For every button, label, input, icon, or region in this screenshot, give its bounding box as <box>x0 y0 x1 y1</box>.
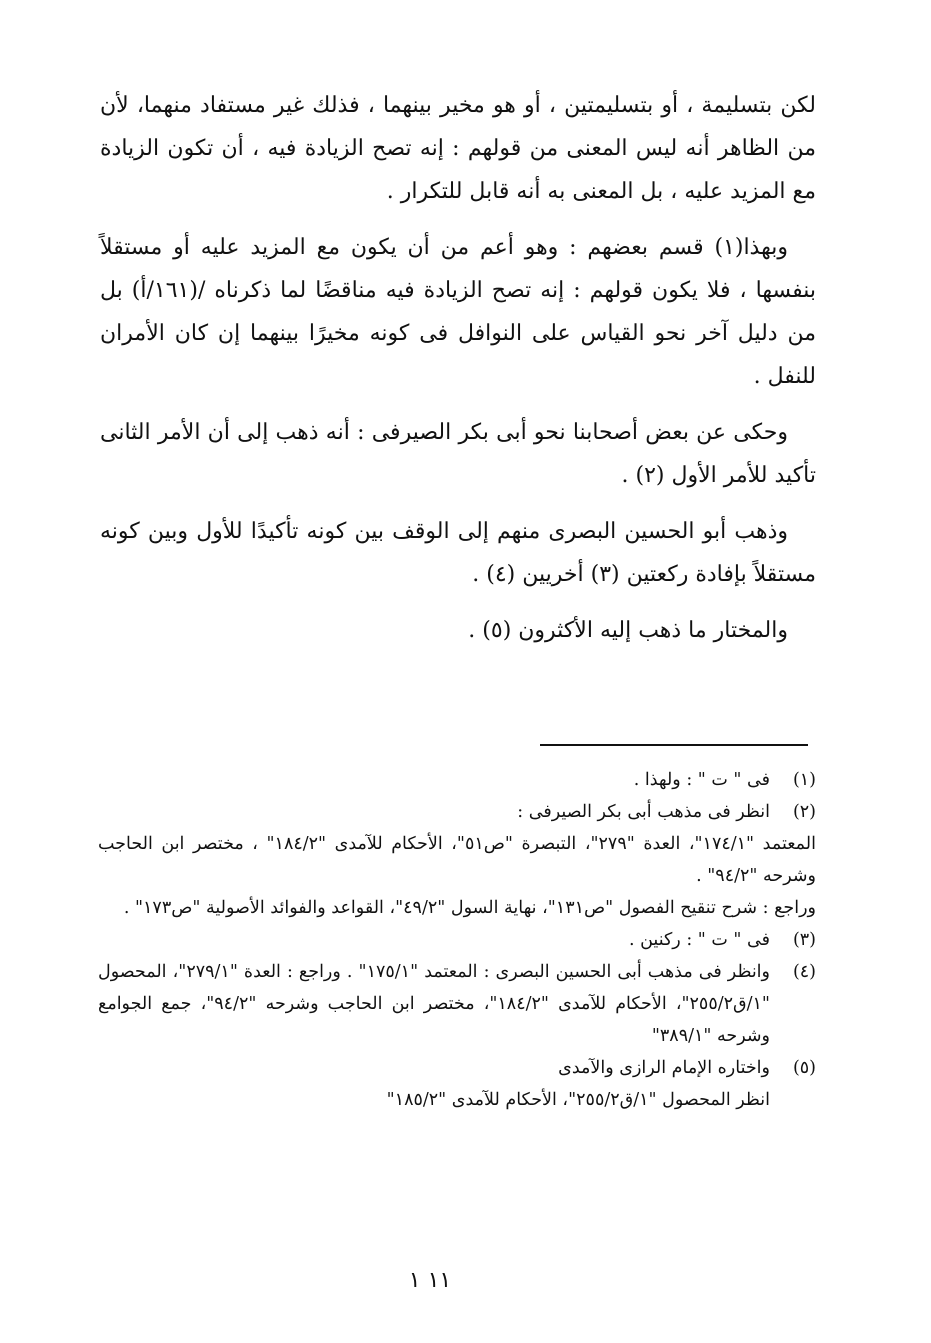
paragraph-2: وبهذا(١) قسم بعضهم : وهو أعم من أن يكون مع المزيد عليه أو مستقلاً بنفسها ، فلا يكون قولهم : إنه تصح الزيادة فيه مناقضًا لما ذكرناه /(١٦١/أ) بل من دليل آخر نحو القياس على النوافل فى كونه مخيرًا بينهما إن كان الأمران للنفل . <box>100 235 816 389</box>
footnote-5 <box>98 1052 816 1116</box>
footnote-number: (٥) <box>792 1058 816 1078</box>
footnote-3 <box>98 924 816 956</box>
footnote-text: انظر فى مذهب أبى بكر الصيرفى : <box>517 802 770 822</box>
footnote-4 <box>98 956 816 1052</box>
footnotes <box>98 764 816 1116</box>
footnote-text: فى " ت " : ولهذا . <box>633 770 770 790</box>
page-number: ١١ ١ <box>408 1268 452 1293</box>
paragraph-5: والمختار ما ذهب إليه الأكثرون (٥) . <box>468 618 788 643</box>
footnote-number: (٢) <box>792 802 816 822</box>
footnote-2 <box>98 796 816 924</box>
footnote-reference: انظر المحصول "١/ق٢٥٥/٢"، الأحكام للآمدى "١٨٥/٢" <box>386 1090 770 1110</box>
main-text <box>100 84 816 665</box>
paragraph-3: وحكى عن بعض أصحابنا نحو أبى بكر الصيرفى : أنه ذهب إلى أن الأمر الثانى تأكيد للأمر الأول (٢) . <box>100 420 816 488</box>
footnote-text: وانظر فى مذهب أبى الحسين البصرى : المعتمد "١٧٥/١" . وراجع : العدة "٢٧٩/١"، المحصول "١/ق٢٥٥/٢"، الأحكام للآمدى "١٨٤/٢"، مختصر ابن الحاجب وشرحه "٩٤/٢"، جمع الجوامع وشرحه "٣٨٩/١" <box>98 962 770 1046</box>
footnote-text: فى " ت " : ركنين . <box>628 930 770 950</box>
footnote-text: واختاره الإمام الرازى والآمدى <box>558 1058 770 1078</box>
footnote-number: (١) <box>792 770 816 790</box>
footnote-reference: وراجع : شرح تنقيح الفصول "ص١٣١"، نهاية السول "٤٩/٢"، القواعد والفوائد الأصولية "ص١٧٣" . <box>123 898 816 918</box>
paragraph-4: وذهب أبو الحسين البصرى منهم إلى الوقف بين كونه تأكيدًا للأول وبين كونه مستقلاً بإفادة ركعتين (٣) أخريين (٤) . <box>100 519 816 587</box>
paragraph-1: لكن بتسليمة ، أو بتسليمتين ، أو هو مخير بينهما ، فذلك غير مستفاد منهما، لأن من الظاهر أنه ليس المعنى من قولهم : إنه تصح الزيادة فيه ، أن تكون الزيادة مع المزيد عليه ، بل المعنى به أنه قابل للتكرار . <box>100 93 816 204</box>
footnote-1 <box>98 764 816 796</box>
footnote-number: (٤) <box>792 962 816 982</box>
footnote-divider <box>540 744 808 746</box>
footnote-reference: المعتمد "١٧٤/١"، العدة "٢٧٩"، التبصرة "ص٥١"، الأحكام للآمدى "١٨٤/٢" ، مختصر ابن الحاجب وشرحه "٩٤/٢" . <box>98 834 816 886</box>
footnote-number: (٣) <box>792 930 816 950</box>
